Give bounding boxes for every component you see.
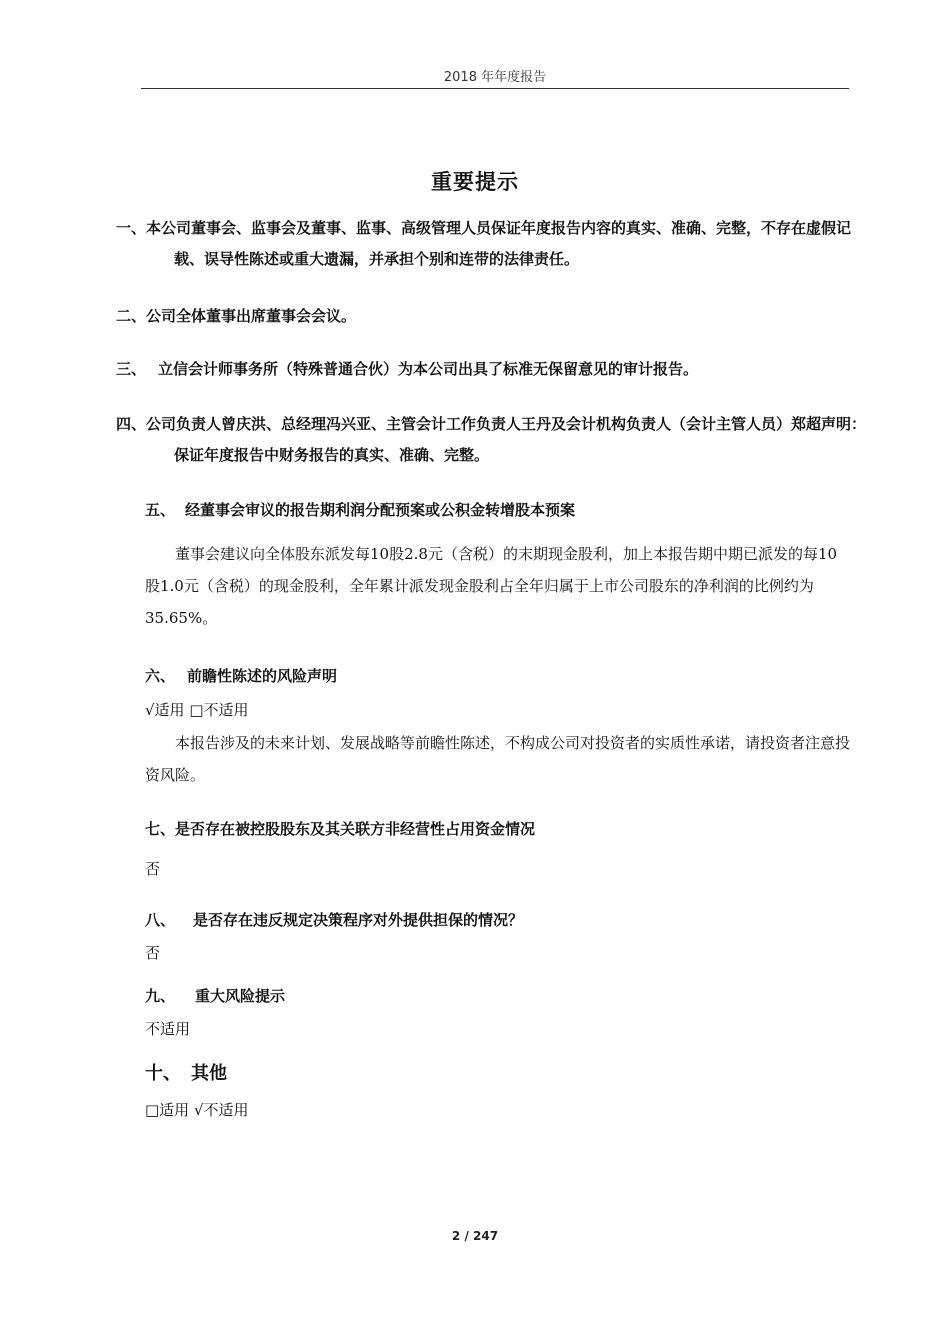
item-10-heading xyxy=(145,1058,850,1090)
item-10-option: □适用 √不适用 xyxy=(145,1101,249,1119)
item-9-heading xyxy=(145,981,850,1012)
item-9-text: 重大风险提示 xyxy=(195,987,286,1005)
item-2-text: 公司全体董事出席董事会会议。 xyxy=(146,307,357,325)
item-6-heading xyxy=(145,661,850,692)
item-8-answer: 否 xyxy=(145,944,161,962)
page-header: 2018 年年度报告 xyxy=(443,70,547,85)
item-6-text: 前瞻性陈述的风险声明 xyxy=(187,667,338,685)
item-5-heading xyxy=(145,495,850,526)
item-3-number: 三、 xyxy=(116,360,147,378)
item-10-number: 十、 xyxy=(145,1063,181,1084)
item-4-number: 四、 xyxy=(116,415,147,433)
item-8-text: 是否存在违反规定决策程序对外提供担保的情况？ xyxy=(193,911,524,929)
item-5-text: 经董事会审议的报告期利润分配预案或公积金转增股本预案 xyxy=(185,501,576,519)
item-3 xyxy=(116,354,879,385)
item-7-number: 七、 xyxy=(145,820,176,838)
header-divider xyxy=(141,88,849,89)
item-10-text: 其他 xyxy=(191,1063,227,1084)
item-8-number: 八、 xyxy=(145,911,176,929)
item-2-number: 二、 xyxy=(116,307,147,325)
item-6-option: √适用 □不适用 xyxy=(145,701,249,719)
item-7-text: 是否存在被控股股东及其关联方非经营性占用资金情况 xyxy=(175,820,536,838)
page-title: 重要提示 xyxy=(431,170,519,194)
item-6-body: 本报告涉及的未来计划、发展战略等前瞻性陈述，不构成公司对投资者的实质性承诺，请投资者注意投资风险。 xyxy=(145,734,851,784)
item-9-answer: 不适用 xyxy=(145,1020,191,1038)
item-9-number: 九、 xyxy=(145,987,176,1005)
item-8-heading xyxy=(145,905,850,936)
item-1-number: 一、 xyxy=(116,219,147,237)
item-3-text: 立信会计师事务所（特殊普通合伙）为本公司出具了标准无保留意见的审计报告。 xyxy=(158,360,699,378)
item-4-text: 公司负责人曾庆洪、总经理冯兴亚、主管会计工作负责人王丹及会计机构负责人（会计主管人员）郑超声明：保证年度报告中财务报告的真实、准确、完整。 xyxy=(146,415,867,464)
item-1 xyxy=(116,213,879,275)
item-1-text: 本公司董事会、监事会及董事、监事、高级管理人员保证年度报告内容的真实、准确、完整，不存在虚假记载、误导性陈述或重大遗漏，并承担个别和连带的法律责任。 xyxy=(146,219,852,268)
item-6-number: 六、 xyxy=(145,667,176,685)
page-number: 2 / 247 xyxy=(451,1229,499,1243)
item-5-number: 五、 xyxy=(145,501,176,519)
item-7-heading xyxy=(145,814,850,845)
item-7-answer: 否 xyxy=(145,860,161,878)
item-4 xyxy=(116,409,879,471)
item-5-body: 董事会建议向全体股东派发每10股2.8元（含税）的末期现金股利，加上本报告期中期已派发的每10股1.0元（含税）的现金股利，全年累计派发现金股利占全年归属于上市公司股东的净利润的比例约为35.65%。 xyxy=(145,545,838,627)
item-2 xyxy=(116,301,879,332)
